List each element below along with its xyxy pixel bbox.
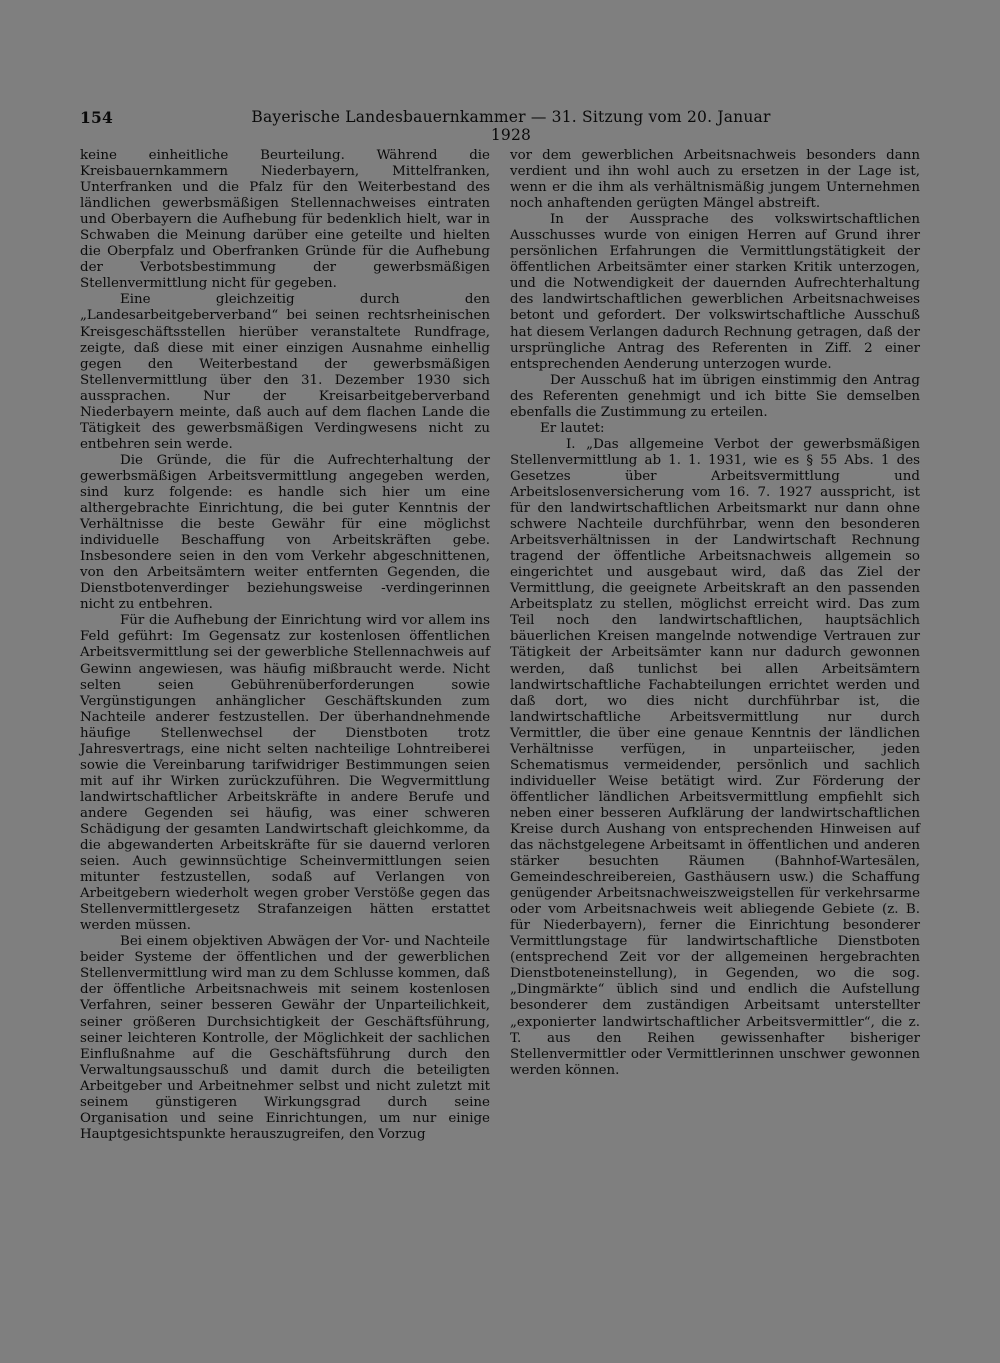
page-header	[80, 108, 922, 144]
paragraph: Der Ausschuß hat im übrigen einstimmig den Antrag des Referenten genehmigt und ich bitte Sie demselben ebenfalls die Zustimmung zu erteilen.	[510, 372, 920, 420]
running-title: Bayerische Landesbauernkammer — 31. Sitzung vom 20. Januar 1928	[251, 108, 771, 144]
page-number: 154	[80, 108, 113, 127]
paragraph: Die Gründe, die für die Aufrechterhaltung der gewerbsmäßigen Arbeitsvermittlung angegeben werden, sind kurz folgende: es handle sich hier um eine althergebrachte Einrichtung, die bei guter Kenntnis der Verhältnisse die beste Gewähr für eine möglichst individuelle Beschaffung von Arbeitskräften gebe. Insbesondere seien in den vom Verkehr abgeschnittenen, von den Arbeitsämtern weiter entfernten Gegenden, die Dienstbotenverdinger beziehungsweise -verdingerinnen nicht zu entbehren.	[80, 452, 490, 613]
paragraph: vor dem gewerblichen Arbeitsnachweis besonders dann verdient und ihn wohl auch zu ersetzen in der Lage ist, wenn er die ihm als verhältnismäßig jungem Unternehmen noch anhaftenden gerügten Mängel abstreift.	[510, 148, 920, 212]
right-column	[510, 148, 920, 1079]
paragraph: Bei einem objektiven Abwägen der Vor- und Nachteile beider Systeme der öffentlichen und der gewerblichen Stellenvermittlung wird man zu dem Schlusse kommen, daß der öffentliche Arbeitsnachweis mit seinem kostenlosen Verfahren, seiner besseren Gewähr der Unparteilichkeit, seiner größeren Durchsichtigkeit der Geschäftsführung, seiner leichteren Kontrolle, der Möglichkeit der sachlichen Einflußnahme auf die Geschäftsführung durch den Verwaltungsausschuß und damit durch die beteiligten Arbeitgeber und Arbeitnehmer selbst und nicht zuletzt mit seinem günstigeren Wirkungsgrad durch seine Organisation und seine Einrichtungen, um nur einige Hauptgesichtspunkte herauszugreifen, den Vorzug	[80, 934, 490, 1142]
paragraph: Für die Aufhebung der Einrichtung wird vor allem ins Feld geführt: Im Gegensatz zur kostenlosen öffentlichen Arbeitsvermittlung sei der gewerbliche Stellennachweis auf Gewinn angewiesen, was häufig mißbraucht werde. Nicht selten seien Gebührenüberforderungen sowie Vergünstigungen anhänglicher Geschäftskunden zum Nachteile anderer festzustellen. Der überhandnehmende häufige Stellenwechsel der Dienstboten trotz Jahresvertrags, eine nicht selten nachteilige Lohntreiberei sowie die Vereinbarung tarifwidriger Bestimmungen seien mit auf ihr Wirken zurückzuführen. Die Wegvermittlung landwirtschaftlicher Arbeitskräfte in andere Berufe und andere Gegenden sei häufig, was einer schweren Schädigung der gesamten Landwirtschaft gleichkomme, da die abgewanderten Arbeitskräfte für sie dauernd verloren seien. Auch gewinnsüchtige Scheinvermittlungen seien mitunter festzustellen, sodaß auf Verlangen von Arbeitgebern wiederholt wegen grober Verstöße gegen das Stellenvermittlergesetz Strafanzeigen hätten erstattet werden müssen.	[80, 613, 490, 934]
paragraph: Er lautet:	[540, 420, 605, 436]
paragraph: Eine gleichzeitig durch den „Landesarbeitgeberverband“ bei seinen rechtsrheinischen Kreisgeschäftsstellen hierüber veranstaltete Rundfrage, zeigte, daß diese mit einer einzigen Ausnahme einhellig gegen den Weiterbestand der gewerbsmäßigen Stellenvermittlung über den 31. Dezember 1930 sich aussprachen. Nur der Kreisarbeitgeberverband Niederbayern meinte, daß auch auf dem flachen Lande die Tätigkeit des gewerbsmäßigen Verdingwesens nicht zu entbehren sein werde.	[80, 292, 490, 452]
resolution-text: I. „Das allgemeine Verbot der gewerbsmäßigen Stellenvermittlung ab 1. 1. 1931, wie es § 55 Abs. 1 des Gesetzes über Arbeitsvermittlung und Arbeitslosenversicherung vom 16. 7. 1927 ausspricht, ist für den landwirtschaftlichen Arbeitsmarkt nur dann ohne schwere Nachteile durchführbar, wenn den besonderen Arbeitsverhältnissen in der Landwirtschaft Rechnung tragend der öffentliche Arbeitsnachweis allgemein so eingerichtet und ausgebaut wird, daß das Ziel der Vermittlung, die geeignete Arbeitskraft an den passenden Arbeitsplatz zu stellen, möglichst erreicht wird. Das zum Teil noch den landwirtschaftlichen, hauptsächlich bäuerlichen Kreisen mangelnde notwendige Vertrauen zur Tätigkeit der Arbeitsämter kann nur dadurch gewonnen werden, daß tunlichst bei allen Arbeitsämtern landwirtschaftliche Fachabteilungen errichtet werden und daß dort, wo dies nicht durchführbar ist, die landwirtschaftliche Arbeitsvermittlung nur durch Vermittler, die über eine genaue Kenntnis der ländlichen Verhältnisse verfügen, in unparteiischer, jeden Schematismus vermeidender, persönlich und sachlich individueller Weise betätigt wird. Zur Förderung der öffentlicher ländlichen Arbeitsvermittlung empfiehlt sich neben einer besseren Aufklärung der landwirtschaftlichen Kreise durch Aushang von entsprechenden Hinweisen auf das nächstgelegene Arbeitsamt in öffentlichen und anderen stärker besuchten Räumen (Bahnhof-Wartesälen, Gemeindeschreibereien, Gasthäusern usw.) die Schaffung genügender Arbeitsnachweiszweigstellen für verkehrsarme oder vom Arbeitsnachweis weit abliegende Gebiete (z. B. für Niederbayern), ferner die Einrichtung besonderer Vermittlungstage für landwirtschaftliche Dienstboten (entsprechend Zeit vor der allgemeinen hergebrachten Dienstboteneinstellung), in Gegenden, wo die sog. „Dingmärkte“ üblich sind und endlich die Aufstellung besonderer dem zuständigen Arbeitsamt unterstellter „exponierter landwirtschaftlicher Arbeitsvermittler“, die z. T. aus den Reihen gewissenhafter bisheriger Stellenvermittler oder Vermittlerinnen unschwer gewonnen werden können.	[510, 436, 920, 1078]
paragraph: keine einheitliche Beurteilung. Während die Kreisbauernkammern Niederbayern, Mittelfranken, Unterfranken und die Pfalz für den Weiterbestand des ländlichen gewerbsmäßigen Stellennachweises eintraten und Oberbayern die Aufhebung für bedenklich hielt, war in Schwaben die Meinung darüber eine geteilte und hielten die Oberpfalz und Oberfranken Gründe für die Aufhebung der Verbotsbestimmung der gewerbsmäßigen Stellenvermittlung nicht für gegeben.	[80, 148, 490, 292]
paragraph: In der Aussprache des volkswirtschaftlichen Ausschusses wurde von einigen Herren auf Grund ihrer persönlichen Erfahrungen die Vermittlungstätigkeit der öffentlichen Arbeitsämter einer starken Kritik unterzogen, und die Notwendigkeit der dauernden Aufrechterhaltung des landwirtschaftlichen gewerblichen Arbeitsnachweises betont und gefordert. Der volkswirtschaftliche Ausschuß hat diesem Verlangen dadurch Rechnung getragen, daß der ursprüngliche Antrag des Referenten in Ziff. 2 einer entsprechenden Aenderung unterzogen wurde.	[510, 212, 920, 372]
left-column	[80, 148, 490, 1143]
